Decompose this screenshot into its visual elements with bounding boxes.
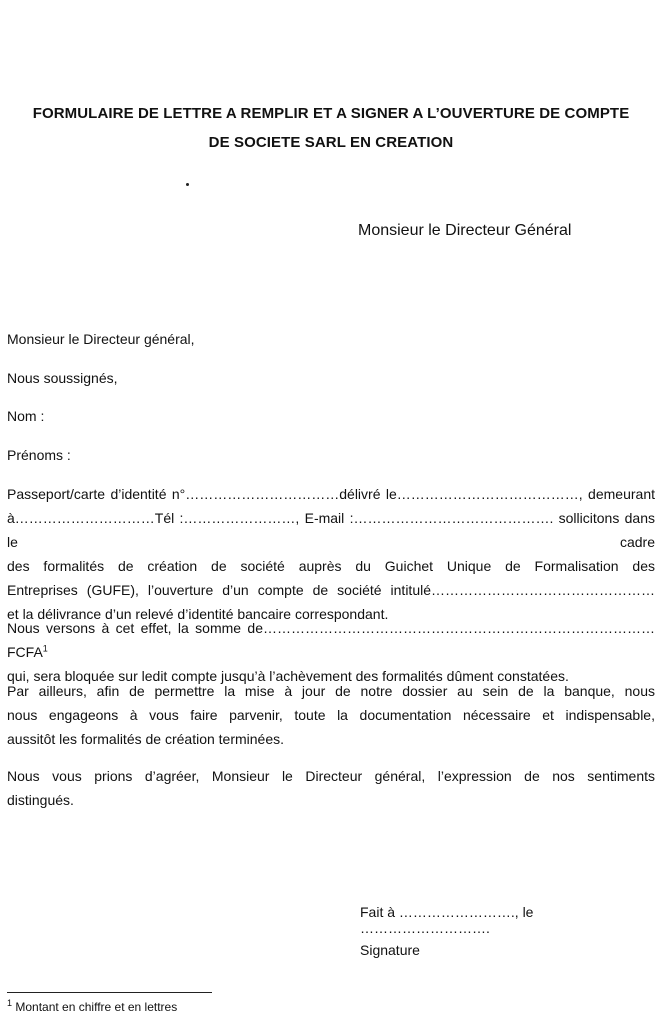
document-title-line-2: DE SOCIETE SARL EN CREATION [208,134,454,151]
closing-paragraph [7,764,655,812]
identity-paragraph [7,482,655,626]
field-prenoms: Prénoms : [7,447,71,463]
paragraph-line: distingués. [7,792,74,808]
salutation: Monsieur le Directeur général, [7,331,195,347]
paragraph-line: des formalités de création de société auprès du Guichet Unique de Formalisation des [7,558,655,574]
paragraph-line [7,616,655,664]
footnote-separator [7,992,212,993]
footnote-text: Montant en chiffre et en lettres [15,1000,178,1014]
paragraph-line: Entreprises (GUFE), l’ouverture d’un compte de société intitulé………………………………………… [7,582,655,598]
paragraph-line: aussitôt les formalités de création terminées. [7,731,285,747]
field-nom: Nom : [7,408,45,424]
versement-paragraph [7,616,655,688]
versement-text: Nous versons à cet effet, la somme de…………………………………………………………………………FCFA [7,620,655,660]
paragraph-line: Passeport/carte d’identité n°……………………………délivré le…………………………………, demeurant [7,486,655,502]
footnote [7,1000,177,1014]
paragraph-line: Nous vous prions d’agréer, Monsieur le Directeur général, l’expression de nos sentiments [7,768,655,784]
footnote-reference: 1 [42,643,48,654]
signature-label: Signature [360,942,420,958]
document-title-line-1: FORMULAIRE DE LETTRE A REMPLIR ET A SIGNER A L’OUVERTURE DE COMPTE [32,105,630,122]
paragraph-line: Par ailleurs, afin de permettre la mise à jour de notre dossier au sein de la banque, nous [7,683,655,699]
paragraph-line: à…………………………Tél :……………………, E-mail :……………………………………. sollicitons dans le cadre [7,510,655,550]
place-date-line: Fait à ……………………., le ………………………. [360,904,534,936]
paragraph-line: et la délivrance d’un relevé d’identité bancaire correspondant. [7,606,389,622]
scan-speck [186,183,189,186]
engagement-paragraph [7,679,655,751]
paragraph-line: qui, sera bloquée sur ledit compte jusqu’à l’achèvement des formalités dûment constatées. [7,668,569,684]
intro-line: Nous soussignés, [7,370,118,386]
addressee: Monsieur le Directeur Général [358,222,572,239]
footnote-mark: 1 [7,998,13,1008]
paragraph-line: nous engageons à vous faire parvenir, toute la documentation nécessaire et indispensable, [7,707,655,723]
